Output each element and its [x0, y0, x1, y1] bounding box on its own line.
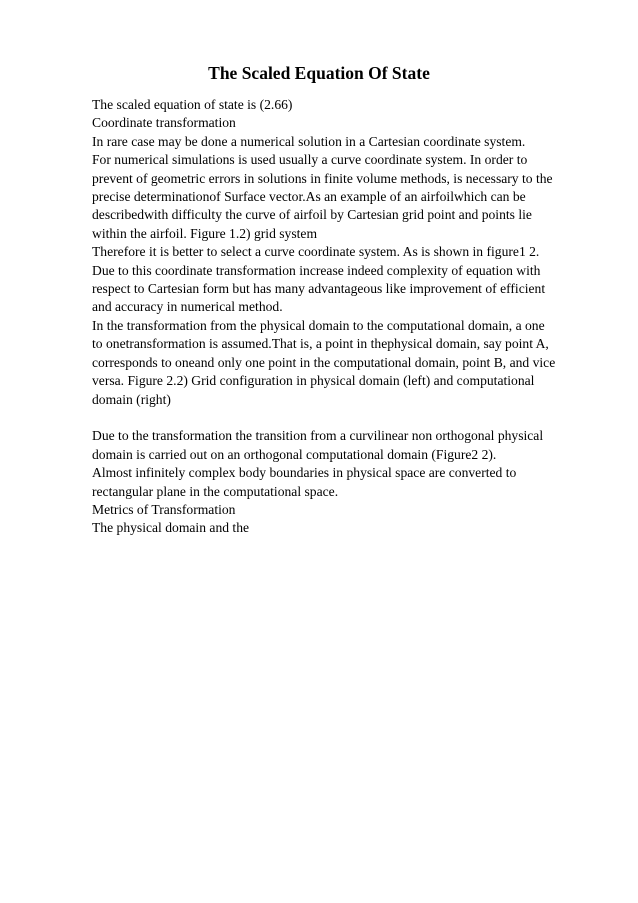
text-line: and accuracy in numerical method. — [92, 299, 283, 315]
text-line: The scaled equation of state is (2.66) — [92, 97, 293, 112]
text-line: In the transformation from the physical domain to the computational domain, a one — [92, 317, 545, 333]
blank-line — [92, 409, 602, 427]
text-line: prevent of geometric errors in solutions in finite volume methods, is necessary to the — [92, 170, 553, 186]
text-line: domain (right) — [92, 391, 171, 407]
text-line: to onetransformation is assumed.That is, a point in thephysical domain, say point A, — [92, 336, 549, 352]
text-line: versa. Figure 2.2) Grid configuration in physical domain (left) and computational — [92, 373, 535, 389]
text-line: within the airfoil. Figure 1.2) grid system — [92, 225, 318, 241]
text-line: Due to the transformation the transition from a curvilinear non orthogonal physical — [92, 428, 544, 444]
text-line: describedwith difficulty the curve of airfoil by Cartesian grid point and points lie — [92, 207, 532, 223]
text-line: In rare case may be done a numerical solution in a Cartesian coordinate system. — [92, 133, 526, 149]
text-line: Almost infinitely complex body boundaries in physical space are converted to — [92, 465, 517, 481]
text-line: Metrics of Transformation — [92, 501, 236, 517]
text-line: For numerical simulations is used usually a curve coordinate system. In order to — [92, 152, 528, 168]
text-line: Therefore it is better to select a curve coordinate system. As is shown in figure1 2. — [92, 244, 540, 260]
text-line: precise determinationof Surface vector.As an example of an airfoilwhich can be — [92, 189, 526, 205]
text-line: Due to this coordinate transformation increase indeed complexity of equation with — [92, 262, 541, 278]
text-line: respect to Cartesian form but has many advantageous like improvement of efficient — [92, 281, 546, 297]
page-title: The Scaled Equation Of State — [208, 63, 430, 83]
text-line: Coordinate transformation — [92, 115, 236, 131]
text-line: The physical domain and the — [92, 520, 250, 536]
text-line: domain is carried out on an orthogonal computational domain (Figure2 2). — [92, 446, 497, 462]
body-text — [92, 96, 602, 538]
text-line: corresponds to oneand only one point in the computational domain, point B, and vice — [92, 354, 556, 370]
text-line: rectangular plane in the computational space. — [92, 483, 339, 499]
